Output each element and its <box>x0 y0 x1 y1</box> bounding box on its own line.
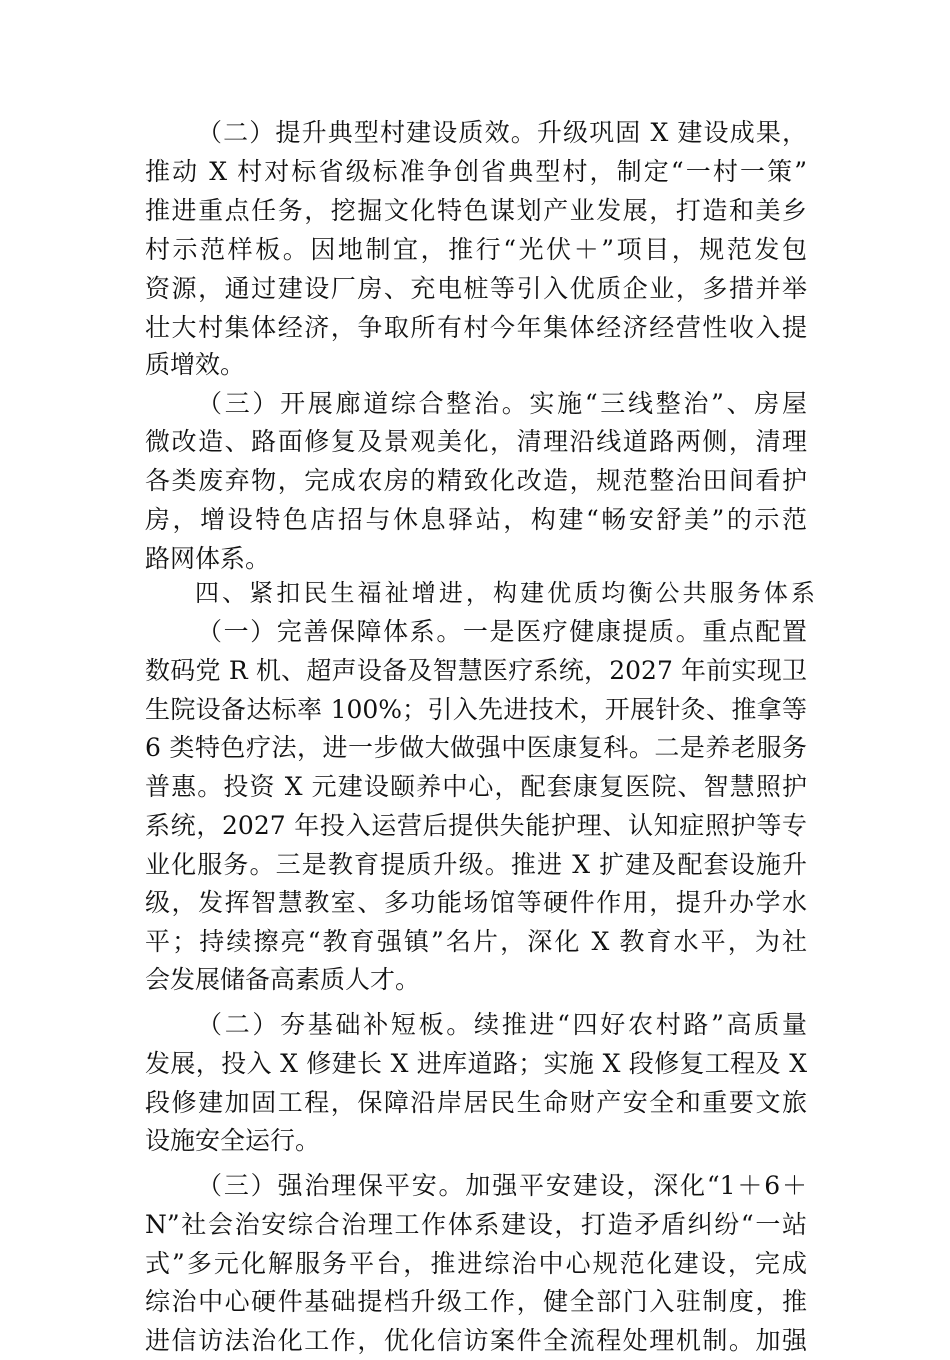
paragraph-line: 村示范样板。因地制宜，推行“光伏＋”项目，规范发包 <box>145 235 807 264</box>
paragraph-line: 路网体系。 <box>145 544 271 573</box>
paragraph-line: 壮大村集体经济，争取所有村今年集体经济经营性收入提 <box>145 313 807 342</box>
paragraph-line: 推进重点任务，挖掘文化特色谋划产业发展，打造和美乡 <box>145 196 807 225</box>
paragraph-line: 会发展储备高素质人才。 <box>145 965 421 994</box>
paragraph-line: 微改造、路面修复及景观美化，清理沿线道路两侧，清理 <box>145 427 807 456</box>
paragraph-line: 系统，2027 年投入运营后提供失能护理、认知症照护等专 <box>145 811 807 840</box>
paragraph-line: 资源，通过建设厂房、充电桩等引入优质企业，多措并举 <box>145 274 807 303</box>
section-heading: 四、紧扣民生福祉增进，构建优质均衡公共服务体系 <box>195 579 815 607</box>
paragraph-line: 级，发挥智慧教室、多功能场馆等硬件作用，提升办学水 <box>145 888 807 917</box>
paragraph-line: （二）夯基础补短板。续推进“四好农村路”高质量 <box>197 1010 807 1039</box>
paragraph-line: 推动 X 村对标省级标准争创省典型村，制定“一村一策” <box>145 157 807 186</box>
paragraph-line: 普惠。投资 X 元建设颐养中心，配套康复医院、智慧照护 <box>145 772 807 801</box>
paragraph-line: 段修建加固工程，保障沿岸居民生命财产安全和重要文旅 <box>145 1088 807 1117</box>
paragraph-line: N”社会治安综合治理工作体系建设，打造矛盾纠纷“一站 <box>145 1210 807 1239</box>
paragraph-line: 各类废弃物，完成农房的精致化改造，规范整治田间看护 <box>145 466 807 495</box>
paragraph-line: （三）开展廊道综合整治。实施“三线整治”、房屋 <box>197 389 807 418</box>
paragraph-line: 设施安全运行。 <box>145 1126 321 1155</box>
paragraph-line: 生院设备达标率 100%；引入先进技术，开展针灸、推拿等 <box>145 695 807 724</box>
paragraph-line: 房，增设特色店招与休息驿站，构建“畅安舒美”的示范 <box>145 505 807 534</box>
paragraph-line: 综治中心硬件基础提档升级工作，健全部门入驻制度，推 <box>145 1287 807 1316</box>
paragraph-line: 业化服务。三是教育提质升级。推进 X 扩建及配套设施升 <box>145 850 807 879</box>
paragraph-line: （一）完善保障体系。一是医疗健康提质。重点配置 <box>197 617 807 646</box>
paragraph-line: 质增效。 <box>145 350 246 379</box>
paragraph-line: 6 类特色疗法，进一步做大做强中医康复科。二是养老服务 <box>145 733 807 762</box>
paragraph-line: 式”多元化解服务平台，推进综治中心规范化建设，完成 <box>145 1249 807 1278</box>
paragraph-line: 发展，投入 X 修建长 X 进库道路；实施 X 段修复工程及 X <box>145 1049 807 1078</box>
paragraph-line: （三）强治理保平安。加强平安建设，深化“1＋6＋ <box>197 1171 807 1200</box>
paragraph-line: 平；持续擦亮“教育强镇”名片，深化 X 教育水平，为社 <box>145 927 807 956</box>
paragraph-line: （二）提升典型村建设质效。升级巩固 X 建设成果， <box>197 118 807 147</box>
paragraph-line: 数码党 R 机、超声设备及智慧医疗系统，2027 年前实现卫 <box>145 656 807 685</box>
paragraph-line: 进信访法治化工作，优化信访案件全流程处理机制。加强 <box>145 1326 807 1355</box>
